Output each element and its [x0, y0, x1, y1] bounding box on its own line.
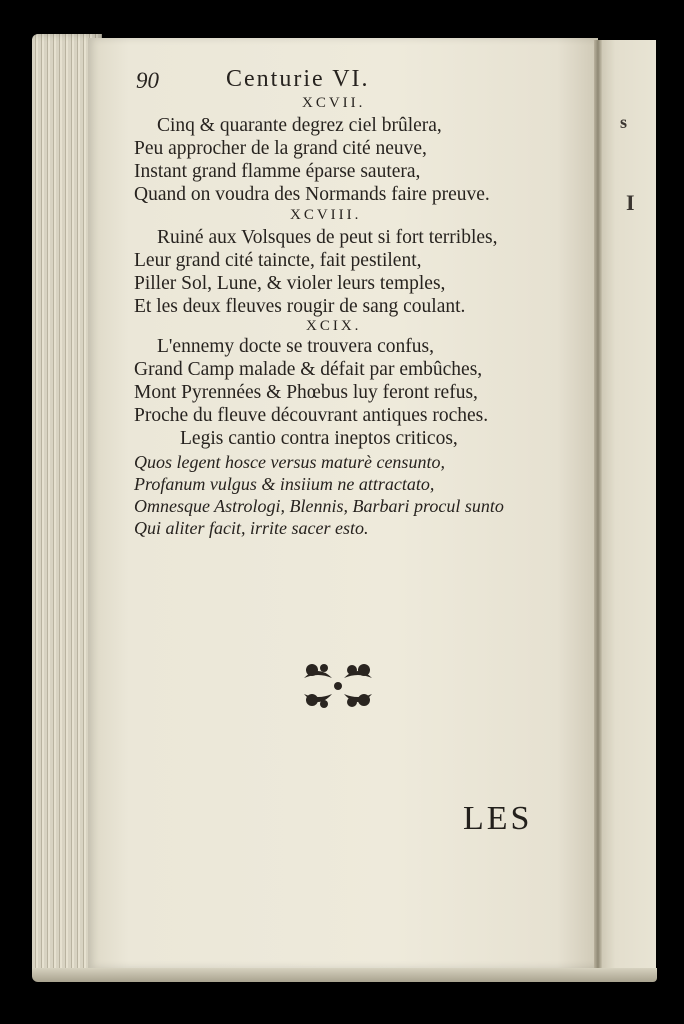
running-title: Centurie VI.	[226, 66, 370, 92]
right-page-glyph: I	[626, 190, 635, 215]
page-number: 90	[136, 68, 159, 93]
verse-line: Peu approcher de la grand cité neuve,	[134, 138, 427, 159]
verse-line: Leur grand cité taincte, fait pestilent,	[134, 250, 422, 271]
book-gutter	[594, 40, 602, 975]
legis-line: Profanum vulgus & insiium ne attractato,	[134, 474, 435, 494]
verse-line: Proche du fleuve découvrant antiques roches.	[134, 405, 489, 426]
verse-line: L'ennemy docte se trouvera confus,	[157, 336, 434, 357]
legis-heading: Legis cantio contra ineptos criticos,	[180, 428, 458, 449]
verse-line: Quand on voudra des Normands faire preuve.	[134, 184, 490, 205]
fleuron-ornament-icon	[298, 660, 378, 716]
legis-line: Quos legent hosce versus maturè censunto,	[134, 452, 445, 472]
quatrain-numeral: XCVIII.	[290, 207, 362, 223]
page-bottom-edge	[32, 968, 657, 982]
legis-line: Qui aliter facit, irrite sacer esto.	[134, 518, 369, 538]
verse-line: Instant grand flamme éparse sautera,	[134, 161, 421, 182]
catchword: LES	[463, 800, 533, 837]
verse-line: Mont Pyrennées & Phœbus luy feront refus,	[134, 382, 478, 403]
legis-line: Omnesque Astrologi, Blennis, Barbari procul sunto	[134, 496, 504, 516]
verse-line: Piller Sol, Lune, & violer leurs temples,	[134, 273, 446, 294]
verse-line: Cinq & quarante degrez ciel brûlera,	[157, 115, 442, 136]
verse-line: Ruiné aux Volsques de peut si fort terribles,	[157, 227, 498, 248]
quatrain-numeral: XCVII.	[302, 95, 366, 111]
verse-line: Grand Camp malade & défait par embûches,	[134, 359, 483, 380]
quatrain-numeral: XCIX.	[306, 318, 362, 334]
right-page-glyph: s	[620, 112, 628, 132]
verse-line: Et les deux fleuves rougir de sang coulant.	[134, 296, 466, 317]
right-page	[598, 40, 656, 975]
